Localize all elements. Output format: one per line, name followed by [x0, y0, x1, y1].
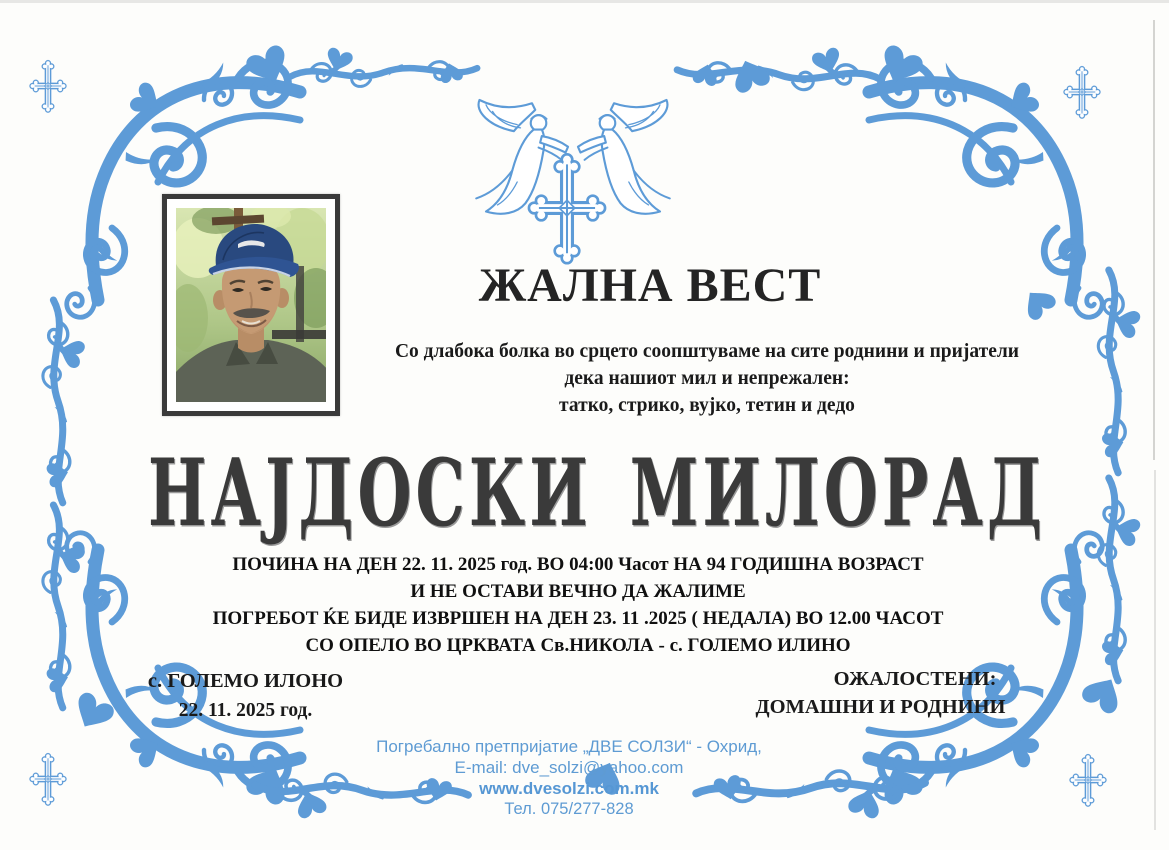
- intro-line-2: дека нашиот мил и непрежален:: [564, 368, 850, 389]
- deceased-surname: НАЈДОСКИ: [148, 438, 592, 548]
- death-details: [175, 551, 981, 659]
- details-line-4: СО ОПЕЛО ВО ЦРКВАТА Св.НИКОЛА - с. ГОЛЕМО ИЛИНО: [305, 635, 851, 656]
- place-name: с. ГОЛЕМО ИЛОНО: [147, 670, 344, 692]
- notice-title: ЖАЛНА ВЕСТ: [478, 259, 822, 312]
- orthodox-cross-icon-bottom-left: [30, 753, 67, 806]
- company-email: E-mail: dve_solzi@yahoo.com: [454, 758, 684, 777]
- deceased-portrait-photo: [162, 194, 340, 416]
- scan-edge-artifact: [1153, 20, 1155, 460]
- place-date-block: [138, 670, 353, 722]
- company-website: www.dvesolzi.com.mk: [479, 779, 659, 798]
- angel-left-icon: [476, 100, 568, 214]
- intro-paragraph: [360, 338, 1054, 419]
- company-name: Погребално претпријатие „ДВЕ СОЛЗИ“ - Охрид,: [376, 737, 762, 756]
- vine-border-top: [290, 46, 880, 95]
- portrait-illustration: [176, 208, 326, 402]
- orthodox-cross-icon-bottom-right: [1070, 754, 1107, 807]
- company-phone: Тел. 075/277-828: [504, 800, 634, 818]
- deceased-name: [148, 438, 1046, 548]
- scan-top-artifact: [0, 0, 1169, 3]
- deceased-given-name: МИЛОРАД: [629, 438, 1046, 548]
- details-line-1: ПОЧИНА НА ДЕН 22. 11. 2025 год. ВО 04:00 Часот НА 94 ГОДИШНА ВОЗРАСТ: [232, 554, 924, 575]
- intro-line-1: Со длабока болка во срцето соопштуваме на сите роднини и пријатели: [394, 341, 1020, 362]
- funeral-company-footer: [369, 736, 769, 820]
- details-line-3: ПОГРЕБОТ ЌЕ БИДЕ ИЗВРШЕН НА ДЕН 23. 11 .2025 ( НЕДАЛА) ВО 12.00 ЧАСОТ: [212, 608, 944, 629]
- mourners-names: ДОМАШНИ И РОДНИНИ: [755, 696, 1006, 718]
- intro-line-3: татко, стрико, вујко, тетин и дедо: [559, 395, 855, 416]
- details-line-2: И НЕ ОСТАВИ ВЕЧНО ДА ЖАЛИМЕ: [410, 581, 746, 602]
- mourners-label: ОЖАЛОСТЕНИ:: [833, 668, 997, 690]
- orthodox-cross-icon-top-right: [1064, 66, 1101, 119]
- notice-date: 22. 11. 2025 год.: [178, 700, 313, 721]
- scan-edge-artifact-2: [1154, 470, 1156, 830]
- orthodox-cross-icon-top-left: [30, 60, 67, 113]
- corner-flourish-top-right: [869, 43, 1103, 319]
